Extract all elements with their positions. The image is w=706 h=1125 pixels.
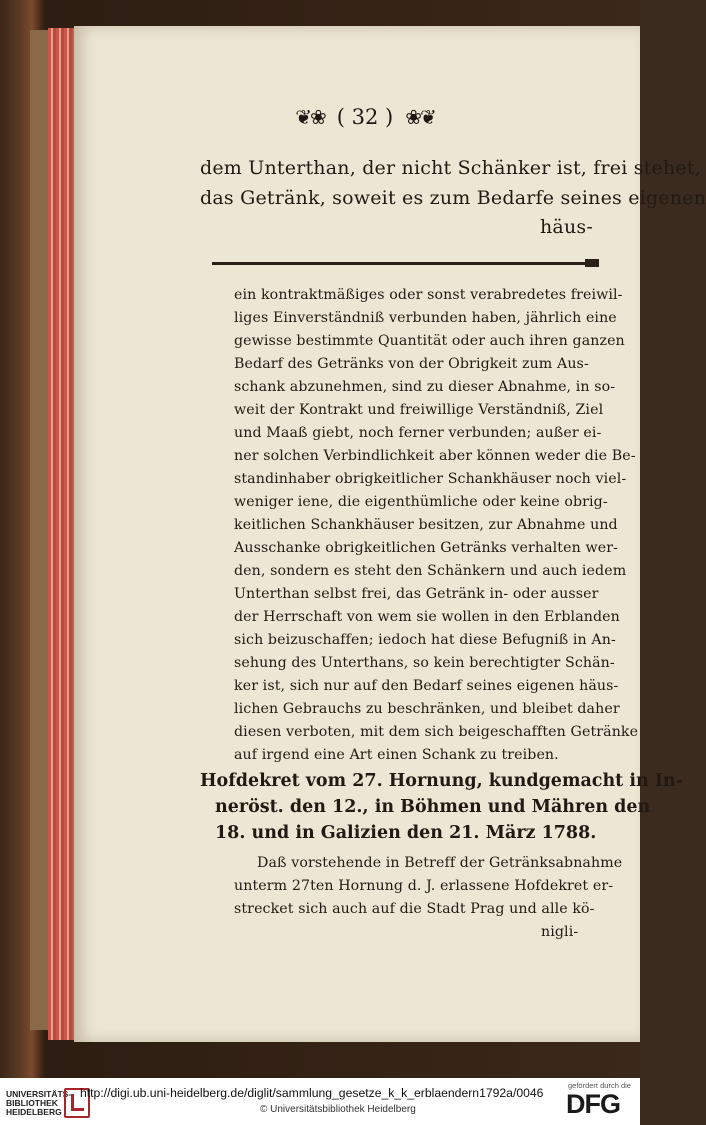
footnote-line: Bedarf des Getränks von der Obrigkeit zum Aus- <box>234 356 589 372</box>
footnote-line: liges Einverständniß verbunden haben, jährlich eine <box>234 310 617 326</box>
permalink[interactable]: http://digi.ub.uni-heidelberg.de/diglit/sammlung_gesetze_k_k_erblaendern1792a/0046 <box>80 1086 544 1100</box>
heading-line-3: 18. und in Galizien den 21. März 1788. <box>215 823 597 843</box>
footnote-rule-end <box>585 259 599 267</box>
footnote-line: keitlichen Schankhäuser besitzen, zur Abnahme und <box>234 517 618 533</box>
footnote-line: weniger iene, die eigenthümliche oder keine obrig- <box>234 494 608 510</box>
footnote-line: lichen Gebrauchs zu beschränken, und bleibet daher <box>234 701 620 717</box>
heading-line-2: neröst. den 12., in Böhmen und Mähren den <box>215 797 651 817</box>
top-line-3: häus- <box>540 216 593 238</box>
funded-by-label: gefördert durch die <box>568 1081 631 1090</box>
library-name-line: HEIDELBERG <box>6 1107 62 1117</box>
footnote-line: ker ist, sich nur auf den Bedarf seines eigenen häus- <box>234 678 619 694</box>
footnote-line: ner solchen Verbindlichkeit aber können weder die Be- <box>234 448 636 464</box>
top-line-1: dem Unterthan, der nicht Schänker ist, frei stehet, <box>200 157 701 179</box>
footnote-line: diesen verboten, mit dem sich beigeschafften Getränke <box>234 724 639 740</box>
library-name-line: BIBLIOTHEK <box>6 1098 58 1108</box>
footnote-line: schank abzunehmen, sind zu dieser Abnahme, in so- <box>234 379 616 395</box>
footnote-line: sehung des Unterthans, so kein berechtigter Schän- <box>234 655 615 671</box>
footnote-line: gewisse bestimmte Quantität oder auch ihren ganzen <box>234 333 625 349</box>
body-line: nigli- <box>541 924 579 940</box>
viewer-footer <box>0 1078 640 1125</box>
footnote-line: sich beizuschaffen; iedoch hat diese Befugniß in An- <box>234 632 616 648</box>
footnote-rule <box>212 262 597 265</box>
red-page-edge <box>48 28 76 1040</box>
ornament-right: ❀❦ <box>405 105 435 129</box>
footnote-line: den, sondern es steht den Schänkern und auch iedem <box>234 563 627 579</box>
copyright-notice: © Universitätsbibliothek Heidelberg <box>260 1104 416 1115</box>
page-header <box>230 100 500 134</box>
page-number: ( 32 ) <box>336 105 394 129</box>
footnote-line: Ausschanke obrigkeitlichen Getränks verhalten wer- <box>234 540 618 556</box>
body-line: Daß vorstehende in Betreff der Getränksabnahme <box>257 855 623 871</box>
footnote-line: Unterthan selbst frei, das Getränk in- oder ausser <box>234 586 599 602</box>
footnote-line: auf irgend eine Art einen Schank zu treiben. <box>234 747 559 763</box>
footnote-line: weit der Kontrakt und freiwillige Verständniß, Ziel <box>234 402 604 418</box>
footnote-line: und Maaß giebt, noch ferner verbunden; außer ei- <box>234 425 602 441</box>
library-name <box>6 1090 71 1117</box>
body-line: strecket sich auch auf die Stadt Prag und alle kö- <box>234 901 595 917</box>
ornament-left: ❦❀ <box>295 105 325 129</box>
dfg-logo: DFG <box>566 1089 620 1119</box>
top-line-2: das Getränk, soweit es zum Bedarfe seines eigenen <box>200 187 706 209</box>
footnote-line: standinhaber obrigkeitlicher Schankhäuser noch viel- <box>234 471 627 487</box>
footnote-line: ein kontraktmäßiges oder sonst verabredetes freiwil- <box>234 287 623 303</box>
library-name-line: UNIVERSITÄTS- <box>6 1089 72 1099</box>
book-spine <box>30 30 48 1030</box>
body-line: unterm 27ten Hornung d. J. erlassene Hofdekret er- <box>234 878 614 894</box>
heading-line-1: Hofdekret vom 27. Hornung, kundgemacht in In- <box>200 771 683 791</box>
footnote-line: der Herrschaft von wem sie wollen in den Erblanden <box>234 609 620 625</box>
